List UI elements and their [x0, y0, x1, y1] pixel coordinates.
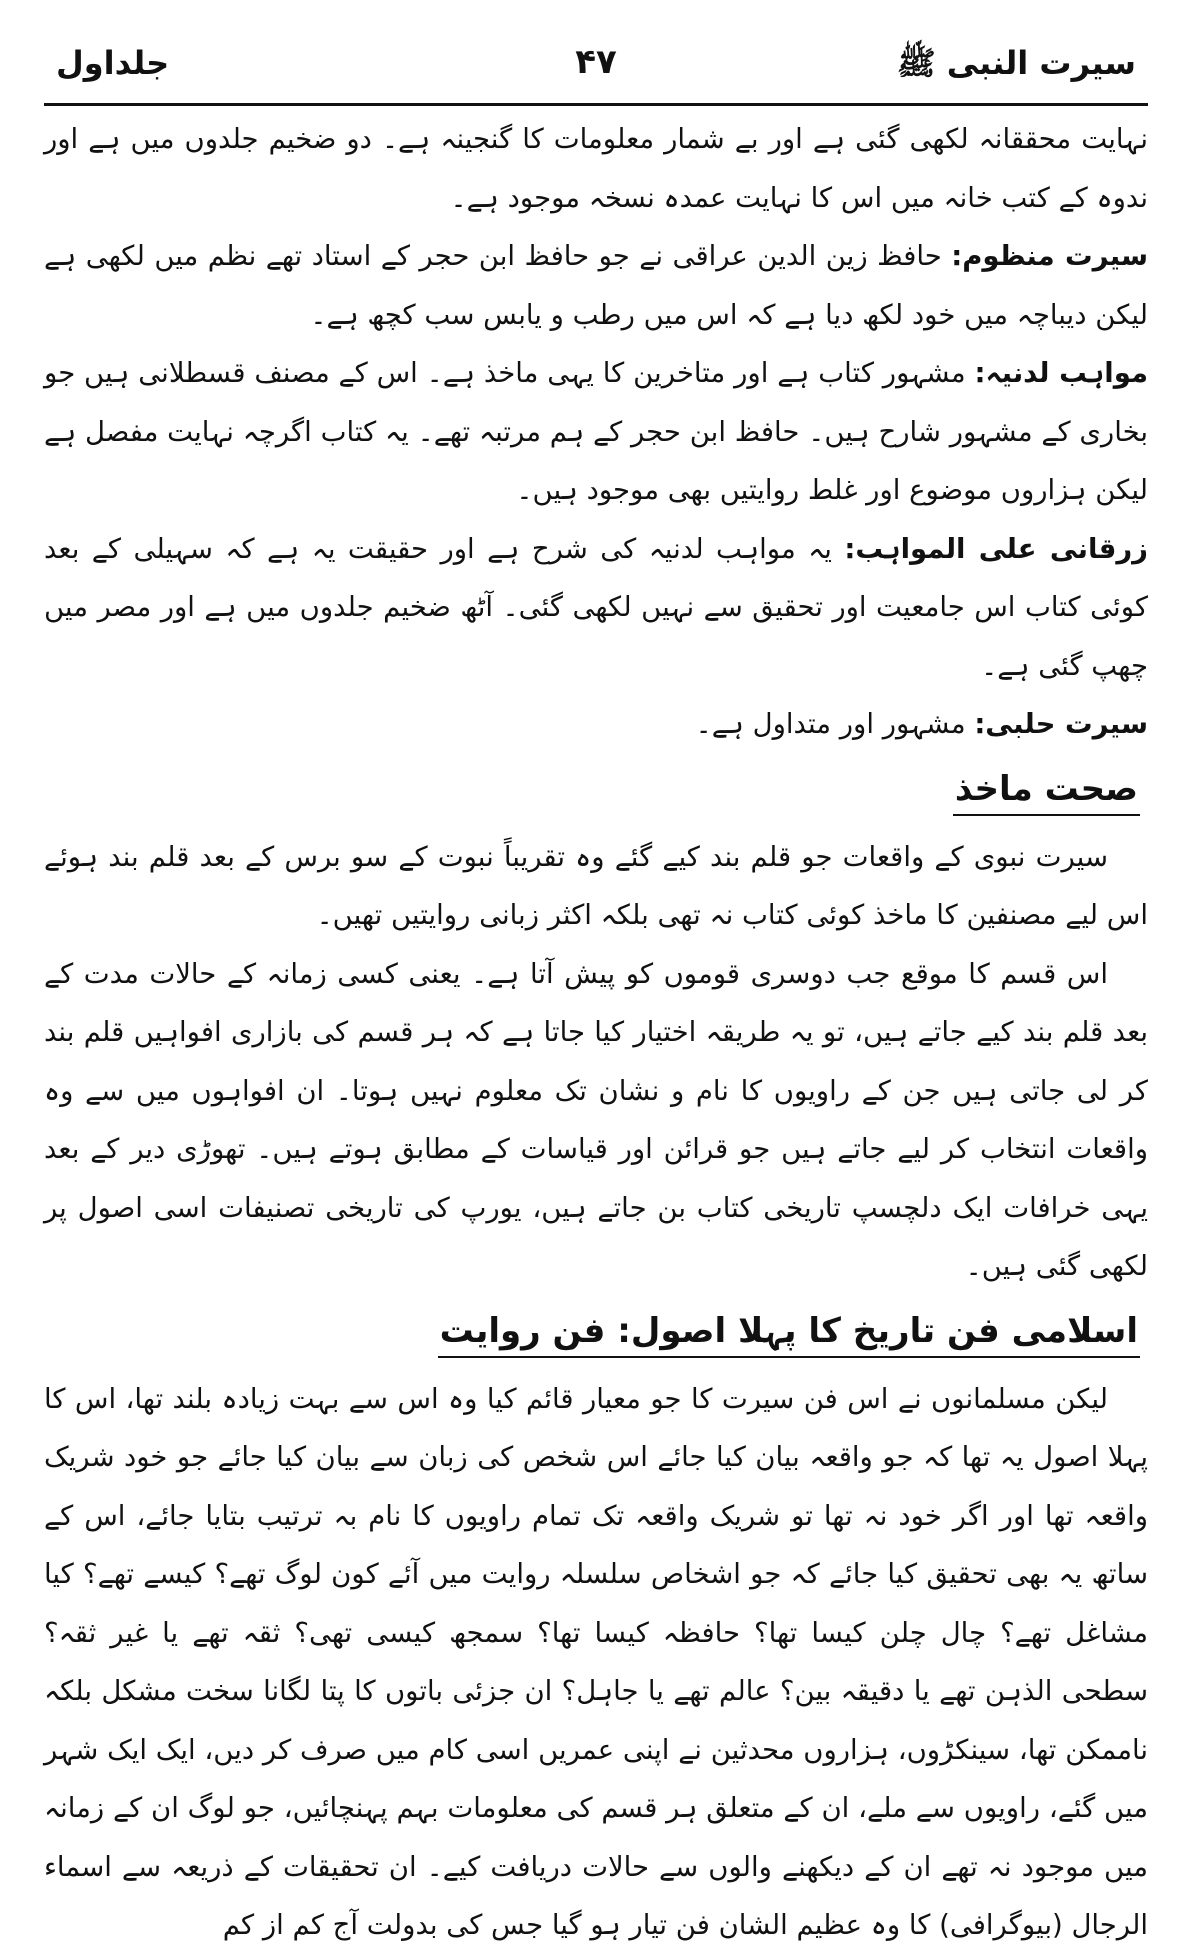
- page-content: [44, 110, 1148, 1955]
- paragraph: [44, 695, 1148, 754]
- running-title: سیرت النبی ﷺ: [896, 44, 1136, 82]
- entry-text: حافظ زین الدین عراقی نے جو حافظ ابن حجر کے استاد تھے نظم میں لکھی ہے لیکن دیباچہ میں خود لکھ دیا ہے کہ اس میں رطب و یابس سب کچھ ہے۔: [44, 240, 1148, 331]
- entry-title: سیرت حلبی:: [974, 708, 1148, 740]
- header-rule: [44, 103, 1148, 106]
- paragraph: لیکن مسلمانوں نے اس فن سیرت کا جو معیار قائم کیا وہ اس سے بہت زیادہ بلند تھا، اس کا پہلا اصول یہ تھا کہ جو واقعہ بیان کیا جائے اس شخص کی زبان سے بیان کیا جائے جو خود شریک واقعہ تھا اور اگر خود نہ تھا تو شریک واقعہ تک تمام راویوں کا نام بہ ترتیب بتایا جائے، اس کے ساتھ یہ بھی تحقیق کیا جائے کہ جو اشخاص سلسلہ روایت میں آئے کون لوگ تھے؟ کیسے تھے؟ کیا مشاغل تھے؟ چال چلن کیسا تھا؟ حافظہ کیسا تھا؟ سمجھ کیسی تھی؟ ثقہ تھے یا غیر ثقہ؟ سطحی الذہن تھے یا دقیقہ بین؟ عالم تھے یا جاہل؟ ان جزئی باتوں کا پتا لگانا سخت مشکل بلکہ ناممکن تھا، سینکڑوں، ہزاروں محدثین نے اپنی عمریں اسی کام میں صرف کر دیں، ایک ایک شہر میں گئے، راویوں سے ملے، ان کے متعلق ہر قسم کی معلومات بہم پہنچائیں، جو لوگ ان کے زمانہ میں موجود نہ تھے ان کے دیکھنے والوں سے حالات دریافت کیے۔ ان تحقیقات کے ذریعہ سے اسماء الرجال (بیوگرافی) کا وہ عظیم الشان فن تیار ہو گیا جس کی بدولت آج کم از کم: [44, 1382, 1148, 1941]
- section-heading: اسلامی فن تاریخ کا پہلا اصول: فن روایت: [438, 1308, 1140, 1358]
- section-heading: صحت ماخذ: [953, 766, 1140, 816]
- entry-text: مشہور اور متداول ہے۔: [695, 708, 975, 740]
- page-header: [44, 40, 1148, 106]
- entry-title: زرقانی علی المواہب:: [844, 532, 1148, 565]
- paragraph: [44, 344, 1148, 520]
- volume-label: جلداول: [56, 44, 170, 82]
- entry-text: نہایت محققانہ لکھی گئی ہے اور بے شمار معلومات کا گنجینہ ہے۔ دو ضخیم جلدوں میں ہے اور ندوہ کے کتب خانہ میں اس کا نہایت عمدہ نسخہ موجود ہے۔: [44, 123, 1148, 214]
- paragraph: سیرت نبوی کے واقعات جو قلم بند کیے گئے وہ تقریباً نبوت کے سو برس کے بعد قلم بند ہوئے اس لیے مصنفین کا ماخذ کوئی کتاب نہ تھی بلکہ اکثر زبانی روایتیں تھیں۔: [44, 840, 1148, 931]
- entry-title: مواہب لدنیہ:: [974, 357, 1148, 389]
- paragraph: [44, 110, 1148, 227]
- page-number: ۴۷: [575, 42, 617, 82]
- sources-list: [44, 110, 1148, 754]
- paragraph: اس قسم کا موقع جب دوسری قوموں کو پیش آتا ہے۔ یعنی کسی زمانہ کے حالات مدت کے بعد قلم بند کیے جاتے ہیں، تو یہ طریقہ اختیار کیا جاتا ہے کہ ہر قسم کی بازاری افواہیں قلم بند کر لی جاتی ہیں جن کے راویوں کا نام و نشان تک معلوم نہیں ہوتا۔ ان افواہوں میں سے وہ واقعات انتخاب کر لیے جاتے ہیں جو قرائن اور قیاسات کے مطابق ہوتے ہیں۔ تھوڑی دیر کے بعد یہی خرافات ایک دلچسپ تاریخی کتاب بن جاتے ہیں، یورپ کی تاریخی تصنیفات اسی اصول پر لکھی گئی ہیں۔: [44, 957, 1148, 1282]
- section-heading-row: [44, 754, 1148, 828]
- entry-title: سیرت منظوم:: [951, 240, 1148, 272]
- paragraph: [44, 227, 1148, 344]
- section-heading-row: [44, 1296, 1148, 1370]
- paragraph: [44, 520, 1148, 696]
- entry-text: مشہور کتاب ہے اور متاخرین کا یہی ماخذ ہے۔ اس کے مصنف قسطلانی ہیں جو بخاری کے مشہور شارح ہیں۔ حافظ ابن حجر کے ہم مرتبہ تھے۔ یہ کتاب اگرچہ نہایت مفصل ہے لیکن ہزاروں موضوع اور غلط روایتیں بھی موجود ہیں۔: [44, 357, 1148, 506]
- entry-text: یہ مواہب لدنیہ کی شرح ہے اور حقیقت یہ ہے کہ سہیلی کے بعد کوئی کتاب اس جامعیت اور تحقیق سے نہیں لکھی گئی۔ آٹھ ضخیم جلدوں میں ہے اور مصر میں چھپ گئی ہے۔: [44, 532, 1148, 682]
